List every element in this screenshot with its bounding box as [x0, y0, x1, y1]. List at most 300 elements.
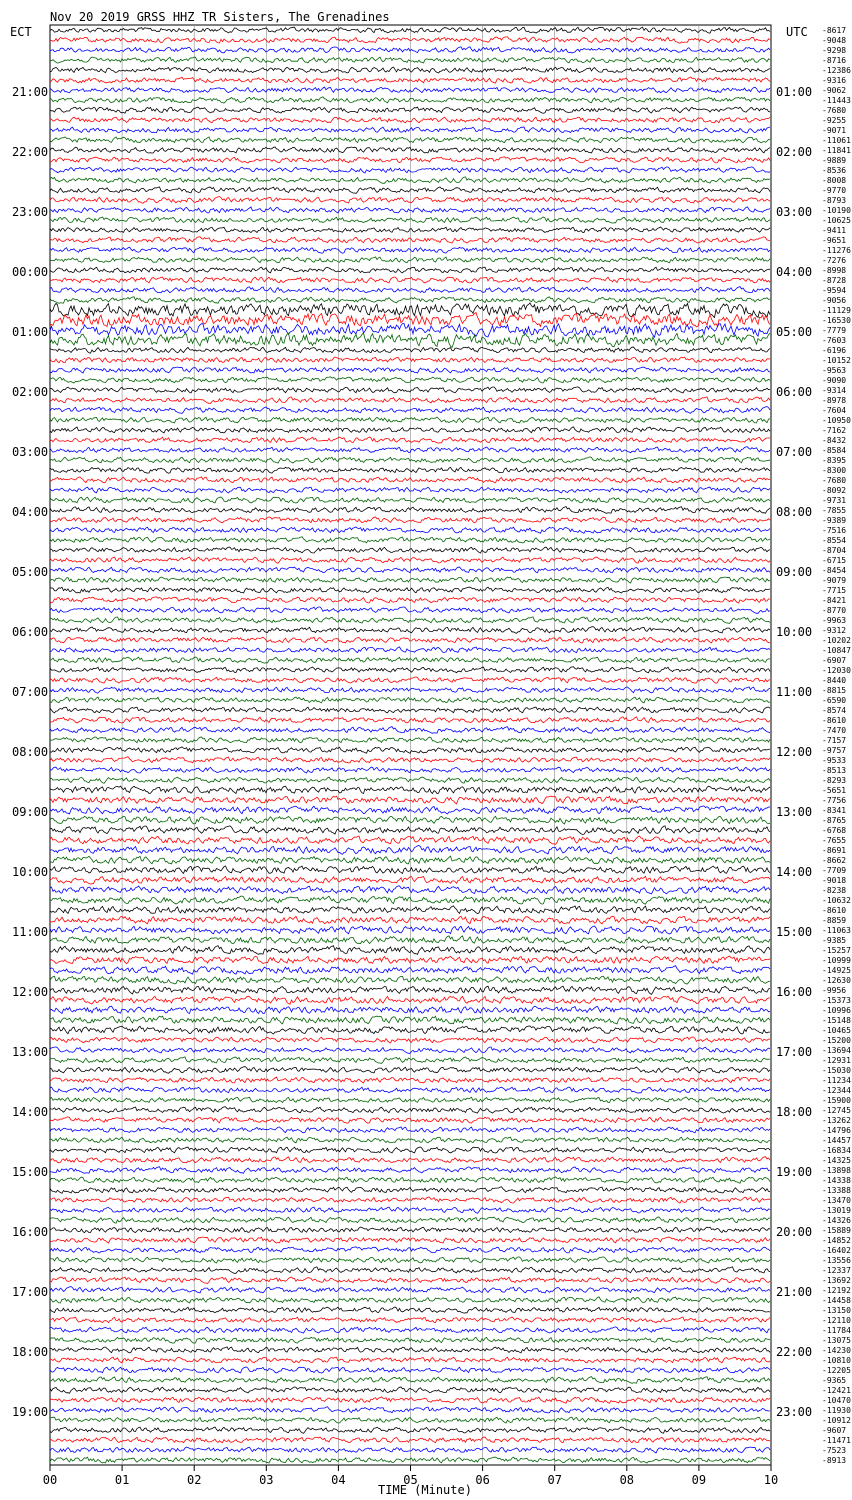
row-count-label: -8662 — [822, 856, 847, 865]
trace-line — [50, 1287, 770, 1293]
trace-line — [50, 1137, 770, 1143]
row-count-label: -7470 — [822, 726, 847, 735]
trace-line — [50, 926, 770, 934]
left-hour-label: 08:00 — [12, 745, 49, 759]
row-count-label: -8293 — [822, 776, 847, 785]
trace-line — [50, 467, 770, 473]
trace-line — [50, 487, 770, 493]
trace-line — [50, 577, 770, 583]
trace-line — [50, 856, 770, 864]
row-count-label: -12110 — [822, 1316, 851, 1325]
trace-line — [50, 557, 770, 563]
row-count-label: -6907 — [822, 656, 847, 665]
left-hour-label: 13:00 — [12, 1045, 49, 1059]
row-count-label: -9963 — [822, 616, 847, 625]
row-count-label: -8300 — [822, 466, 847, 475]
right-hour-label: 02:00 — [776, 145, 813, 159]
row-count-label: -9071 — [822, 126, 847, 135]
row-count-label: -8610 — [822, 906, 847, 915]
row-count-label: -11063 — [822, 926, 851, 935]
trace-line — [50, 1097, 770, 1103]
trace-line — [50, 147, 770, 153]
trace-line — [50, 507, 770, 514]
left-hour-label: 09:00 — [12, 805, 49, 819]
row-count-label: -12386 — [822, 66, 851, 75]
row-count-label: -8859 — [822, 916, 847, 925]
row-count-label: -7516 — [822, 526, 847, 535]
trace-line — [50, 597, 770, 603]
row-count-label: -8454 — [822, 566, 847, 575]
trace-line — [50, 916, 770, 924]
trace-line — [50, 816, 770, 824]
row-count-label: -12192 — [822, 1286, 851, 1295]
trace-line — [50, 1117, 770, 1123]
row-count-label: -9411 — [822, 226, 847, 235]
trace-line — [50, 836, 770, 844]
row-count-label: -6715 — [822, 556, 847, 565]
right-hour-label: 17:00 — [776, 1045, 813, 1059]
row-count-label: -8728 — [822, 276, 847, 285]
row-count-label: -9316 — [822, 76, 847, 85]
trace-line — [50, 324, 770, 338]
row-count-label: -13075 — [822, 1336, 851, 1345]
trace-line — [50, 796, 770, 804]
row-count-label: -7162 — [822, 426, 847, 435]
trace-line — [50, 727, 770, 734]
row-count-label: -13262 — [822, 1116, 851, 1125]
trace-line — [50, 477, 770, 483]
row-count-label: -10625 — [822, 216, 851, 225]
row-count-label: -10152 — [822, 356, 851, 365]
left-hour-label: 06:00 — [12, 625, 49, 639]
trace-line — [50, 1087, 770, 1093]
trace-line — [50, 1026, 770, 1034]
row-count-label: -8617 — [822, 26, 847, 35]
row-count-label: -8574 — [822, 706, 847, 715]
right-timezone-label: UTC — [786, 25, 808, 39]
right-hour-label: 03:00 — [776, 205, 813, 219]
right-hour-label: 11:00 — [776, 685, 813, 699]
row-count-label: -5651 — [822, 786, 847, 795]
row-count-label: -15148 — [822, 1016, 851, 1025]
right-hour-label: 05:00 — [776, 325, 813, 339]
trace-line — [50, 1247, 770, 1253]
row-count-label: -12421 — [822, 1386, 851, 1395]
trace-line — [50, 277, 770, 283]
row-count-label: -13692 — [822, 1276, 851, 1285]
right-hour-label: 20:00 — [776, 1225, 813, 1239]
row-count-label: -16834 — [822, 1146, 851, 1155]
trace-line — [50, 667, 770, 673]
trace-line — [50, 497, 770, 503]
left-hour-label: 16:00 — [12, 1225, 49, 1239]
trace-line — [50, 77, 770, 83]
left-hour-label: 00:00 — [12, 265, 49, 279]
row-count-label: -14338 — [822, 1176, 851, 1185]
trace-line — [50, 447, 770, 453]
row-count-label: -12205 — [822, 1366, 851, 1375]
trace-line — [50, 986, 770, 994]
row-count-label: -9314 — [822, 386, 847, 395]
row-count-label: -8793 — [822, 196, 847, 205]
trace-line — [50, 387, 770, 393]
row-count-label: -9757 — [822, 746, 847, 755]
row-count-label: -8008 — [822, 176, 847, 185]
trace-line — [50, 767, 770, 773]
seismic-traces — [50, 27, 770, 1463]
trace-line — [50, 1077, 770, 1083]
x-tick-label: 10 — [763, 1473, 779, 1487]
x-tick-label: 01 — [114, 1473, 130, 1487]
row-count-label: -16402 — [822, 1246, 851, 1255]
trace-line — [50, 157, 770, 163]
trace-line — [50, 267, 770, 273]
row-count-label: -8092 — [822, 486, 847, 495]
trace-line — [50, 1217, 770, 1223]
trace-line — [50, 1277, 770, 1283]
row-count-label: -8815 — [822, 686, 847, 695]
row-count-label: -8704 — [822, 546, 847, 555]
trace-line — [50, 587, 770, 593]
left-hour-label: 12:00 — [12, 985, 49, 999]
left-hour-label: 01:00 — [12, 325, 49, 339]
trace-line — [50, 1167, 770, 1174]
trace-line — [50, 1157, 770, 1163]
row-count-label: -11930 — [822, 1406, 851, 1415]
trace-line — [50, 257, 770, 263]
right-hour-label: 19:00 — [776, 1165, 813, 1179]
trace-line — [50, 567, 770, 573]
trace-line — [50, 896, 770, 904]
row-count-label: -12745 — [822, 1106, 851, 1115]
trace-line — [50, 1037, 770, 1043]
row-count-label: -13388 — [822, 1186, 851, 1195]
trace-line — [50, 1197, 770, 1203]
trace-line — [50, 1407, 770, 1413]
trace-line — [50, 1307, 770, 1313]
trace-line — [50, 1147, 770, 1153]
row-count-label: -7715 — [822, 586, 847, 595]
trace-line — [50, 1187, 770, 1194]
row-count-label: -14925 — [822, 966, 851, 975]
trace-line — [50, 197, 770, 204]
right-hour-label: 07:00 — [776, 445, 813, 459]
row-count-label: -8432 — [822, 436, 847, 445]
trace-line — [50, 303, 770, 318]
left-hour-label: 15:00 — [12, 1165, 49, 1179]
row-count-label: -15200 — [822, 1036, 851, 1045]
trace-line — [50, 527, 770, 533]
right-hour-labels — [776, 85, 812, 1419]
row-count-label: -11276 — [822, 246, 851, 255]
trace-line — [50, 996, 770, 1004]
row-count-label: -8716 — [822, 56, 847, 65]
row-count-label: -14325 — [822, 1156, 851, 1165]
row-count-label: -6196 — [822, 346, 847, 355]
trace-line — [50, 1227, 770, 1233]
row-count-label: -8610 — [822, 716, 847, 725]
row-count-label: -8395 — [822, 456, 847, 465]
trace-line — [50, 127, 770, 133]
trace-line — [50, 647, 770, 653]
row-count-label: -8341 — [822, 806, 847, 815]
left-hour-label: 17:00 — [12, 1285, 49, 1299]
trace-line — [50, 886, 770, 894]
row-count-label: -10912 — [822, 1416, 851, 1425]
row-count-label: -7655 — [822, 836, 847, 845]
trace-line — [50, 1237, 770, 1243]
left-hour-label: 05:00 — [12, 565, 49, 579]
row-count-label: -9563 — [822, 366, 847, 375]
row-count-label: -13019 — [822, 1206, 851, 1215]
right-hour-label: 18:00 — [776, 1105, 813, 1119]
trace-line — [50, 87, 770, 93]
trace-line — [50, 1447, 770, 1453]
trace-line — [50, 517, 770, 523]
trace-line — [50, 607, 770, 613]
trace-line — [50, 47, 770, 53]
trace-line — [50, 437, 770, 443]
trace-line — [50, 1057, 770, 1064]
right-hour-label: 23:00 — [776, 1405, 813, 1419]
row-count-label: -7604 — [822, 406, 847, 415]
left-hour-label: 14:00 — [12, 1105, 49, 1119]
row-count-label: -15373 — [822, 996, 851, 1005]
row-count-label: -9079 — [822, 576, 847, 585]
trace-line — [50, 367, 770, 373]
trace-line — [50, 347, 770, 353]
row-count-label: -9018 — [822, 876, 847, 885]
right-hour-label: 10:00 — [776, 625, 813, 639]
row-count-label: -8913 — [822, 1456, 847, 1465]
row-count-label: -9048 — [822, 36, 847, 45]
trace-line — [50, 1347, 770, 1353]
row-count-label: -10470 — [822, 1396, 851, 1405]
x-tick-label: 03 — [259, 1473, 274, 1487]
trace-line — [50, 57, 770, 63]
trace-line — [50, 37, 770, 43]
trace-line — [50, 946, 770, 955]
trace-line — [50, 1437, 770, 1443]
trace-line — [50, 1267, 770, 1273]
trace-line — [50, 1297, 770, 1303]
row-count-label: -9389 — [822, 516, 847, 525]
trace-line — [50, 377, 770, 383]
left-hour-label: 02:00 — [12, 385, 49, 399]
row-count-label: -7523 — [822, 1446, 847, 1455]
row-count-label: -9062 — [822, 86, 847, 95]
right-hour-label: 15:00 — [776, 925, 813, 939]
row-count-label: -11234 — [822, 1076, 851, 1085]
trace-line — [50, 333, 770, 347]
row-count-label: -9365 — [822, 1376, 847, 1385]
trace-line — [50, 1127, 770, 1133]
trace-line — [50, 1016, 770, 1024]
trace-line — [50, 1047, 770, 1053]
trace-line — [50, 657, 770, 663]
row-count-label: -7779 — [822, 326, 847, 335]
trace-line — [50, 1107, 770, 1113]
row-count-label: -16530 — [822, 316, 851, 325]
row-count-label: -8765 — [822, 816, 847, 825]
trace-line — [50, 876, 770, 884]
row-count-label: -7756 — [822, 796, 847, 805]
row-count-label: -9607 — [822, 1426, 847, 1435]
row-count-label: -13556 — [822, 1256, 851, 1265]
row-count-label: -14326 — [822, 1216, 851, 1225]
row-count-label: -10847 — [822, 646, 851, 655]
trace-line — [50, 976, 770, 984]
row-count-label: -10996 — [822, 1006, 851, 1015]
row-count-label: -8978 — [822, 396, 847, 405]
right-hour-label: 04:00 — [776, 265, 813, 279]
trace-line — [50, 826, 770, 835]
trace-line — [50, 177, 770, 183]
trace-line — [50, 187, 770, 194]
left-hour-label: 04:00 — [12, 505, 49, 519]
right-hour-label: 12:00 — [776, 745, 813, 759]
row-count-label: -9889 — [822, 156, 847, 165]
trace-line — [50, 397, 770, 403]
x-tick-label: 04 — [331, 1473, 346, 1487]
row-count-label: -9298 — [822, 46, 847, 55]
trace-line — [50, 547, 770, 553]
row-count-label: -7855 — [822, 506, 847, 515]
row-count-labels — [822, 26, 851, 1465]
row-count-label: -12630 — [822, 976, 851, 985]
trace-line — [50, 117, 770, 123]
trace-line — [50, 1257, 770, 1263]
left-hour-label: 03:00 — [12, 445, 49, 459]
row-count-label: -9651 — [822, 236, 847, 245]
trace-line — [50, 237, 770, 243]
row-count-label: -12337 — [822, 1266, 851, 1275]
row-count-label: -8998 — [822, 266, 847, 275]
left-hour-label: 10:00 — [12, 865, 49, 879]
trace-line — [50, 966, 770, 975]
trace-line — [50, 747, 770, 753]
right-hour-label: 09:00 — [776, 565, 813, 579]
trace-line — [50, 737, 770, 743]
trace-line — [50, 1207, 770, 1213]
row-count-label: -12344 — [822, 1086, 851, 1095]
trace-line — [50, 247, 770, 253]
row-count-label: -7709 — [822, 866, 847, 875]
row-count-label: -14796 — [822, 1126, 851, 1135]
row-count-label: -14457 — [822, 1136, 851, 1145]
row-count-label: -13694 — [822, 1046, 851, 1055]
trace-line — [50, 627, 770, 634]
row-count-label: -10999 — [822, 956, 851, 965]
row-count-label: -13470 — [822, 1196, 851, 1205]
trace-line — [50, 707, 770, 713]
trace-line — [50, 717, 770, 723]
row-count-label: -8554 — [822, 536, 847, 545]
left-hour-labels — [12, 85, 48, 1419]
trace-line — [50, 407, 770, 414]
trace-line — [50, 217, 770, 223]
trace-line — [50, 97, 770, 103]
trace-line — [50, 27, 770, 33]
trace-line — [50, 287, 770, 293]
row-count-label: -10190 — [822, 206, 851, 215]
trace-line — [50, 137, 770, 143]
trace-line — [50, 427, 770, 433]
row-count-label: -8440 — [822, 676, 847, 685]
right-hour-label: 01:00 — [776, 85, 813, 99]
right-hour-label: 08:00 — [776, 505, 813, 519]
row-count-label: -7603 — [822, 336, 847, 345]
trace-line — [50, 687, 770, 693]
row-count-label: -14458 — [822, 1296, 851, 1305]
left-hour-label: 21:00 — [12, 85, 49, 99]
left-hour-label: 18:00 — [12, 1345, 49, 1359]
trace-line — [50, 67, 770, 73]
row-count-label: -10465 — [822, 1026, 851, 1035]
row-count-label: -8238 — [822, 886, 847, 895]
row-count-label: -9385 — [822, 936, 847, 945]
row-count-label: -7680 — [822, 106, 847, 115]
left-hour-label: 23:00 — [12, 205, 49, 219]
row-count-label: -15889 — [822, 1226, 851, 1235]
trace-line — [50, 1457, 770, 1463]
row-count-label: -9594 — [822, 286, 847, 295]
trace-line — [50, 227, 770, 233]
trace-line — [50, 417, 770, 423]
chart-title: Nov 20 2019 GRSS HHZ TR Sisters, The Grenadines — [50, 10, 390, 24]
trace-line — [50, 207, 770, 213]
right-hour-label: 14:00 — [776, 865, 813, 879]
row-count-label: -10810 — [822, 1356, 851, 1365]
trace-line — [50, 107, 770, 113]
left-timezone-label: ECT — [10, 25, 32, 39]
trace-line — [50, 1357, 770, 1363]
x-tick-label: 06 — [475, 1473, 490, 1487]
trace-line — [50, 1387, 770, 1393]
row-count-label: -7680 — [822, 476, 847, 485]
row-count-label: -11443 — [822, 96, 851, 105]
trace-line — [50, 1397, 770, 1403]
row-count-label: -6768 — [822, 826, 847, 835]
row-count-label: -10632 — [822, 896, 851, 905]
trace-line — [50, 936, 770, 944]
row-count-label: -11841 — [822, 146, 851, 155]
row-count-label: -15900 — [822, 1096, 851, 1105]
trace-line — [50, 806, 770, 814]
row-count-label: -8513 — [822, 766, 847, 775]
row-count-label: -9090 — [822, 376, 847, 385]
x-tick-label: 00 — [42, 1473, 58, 1487]
trace-line — [50, 906, 770, 914]
row-count-label: -9312 — [822, 626, 847, 635]
trace-line — [50, 786, 770, 793]
trace-line — [50, 846, 770, 855]
trace-line — [50, 537, 770, 543]
row-count-label: -14230 — [822, 1346, 851, 1355]
row-count-label: -12931 — [822, 1056, 851, 1065]
row-count-label: -15257 — [822, 946, 851, 955]
right-hour-label: 21:00 — [776, 1285, 813, 1299]
row-count-label: -9255 — [822, 116, 847, 125]
row-count-label: -9956 — [822, 986, 847, 995]
row-count-label: -11129 — [822, 306, 851, 315]
trace-line — [50, 1417, 770, 1423]
trace-line — [50, 617, 770, 624]
trace-line — [50, 637, 770, 643]
trace-line — [50, 1317, 770, 1323]
x-tick-label: 07 — [547, 1473, 562, 1487]
row-count-label: -8421 — [822, 596, 847, 605]
